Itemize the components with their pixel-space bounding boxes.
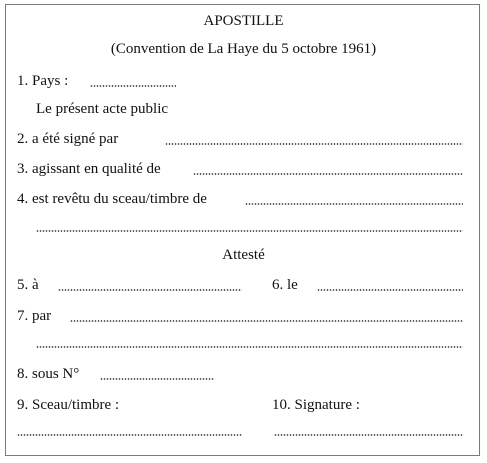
field-9-line[interactable] xyxy=(17,434,242,436)
field-4-label: 4. est revêtu du sceau/timbre de xyxy=(17,191,207,207)
form-subtitle: (Convention de La Haye du 5 octobre 1961) xyxy=(110,41,377,57)
field-9-label: 9. Sceau/timbre : xyxy=(17,397,120,413)
field-5-label: 5. à xyxy=(17,277,39,293)
field-8-line[interactable] xyxy=(100,378,214,380)
field-4-line[interactable] xyxy=(245,203,463,205)
field-3-line[interactable] xyxy=(193,173,463,175)
field-3-label: 3. agissant en qualité de xyxy=(17,161,161,177)
form-title: APOSTILLE xyxy=(203,13,284,29)
field-8-label: 8. sous N° xyxy=(17,366,80,382)
field-10-line[interactable] xyxy=(274,434,463,436)
field-7-line-2[interactable] xyxy=(36,346,463,348)
field-6-line[interactable] xyxy=(317,289,463,291)
field-2-line[interactable] xyxy=(165,143,463,145)
field-7-label: 7. par xyxy=(17,308,52,324)
intro-text: Le présent acte public xyxy=(36,101,169,117)
field-1-label: 1. Pays : xyxy=(17,73,69,89)
field-2-label: 2. a été signé par xyxy=(17,131,119,147)
field-4-line-2[interactable] xyxy=(36,230,463,232)
field-1-line[interactable] xyxy=(90,85,176,87)
field-5-line[interactable] xyxy=(58,289,242,291)
field-10-label: 10. Signature : xyxy=(272,397,360,413)
field-7-line[interactable] xyxy=(70,320,463,322)
attested-heading: Attesté xyxy=(222,247,265,263)
field-6-label: 6. le xyxy=(272,277,298,293)
